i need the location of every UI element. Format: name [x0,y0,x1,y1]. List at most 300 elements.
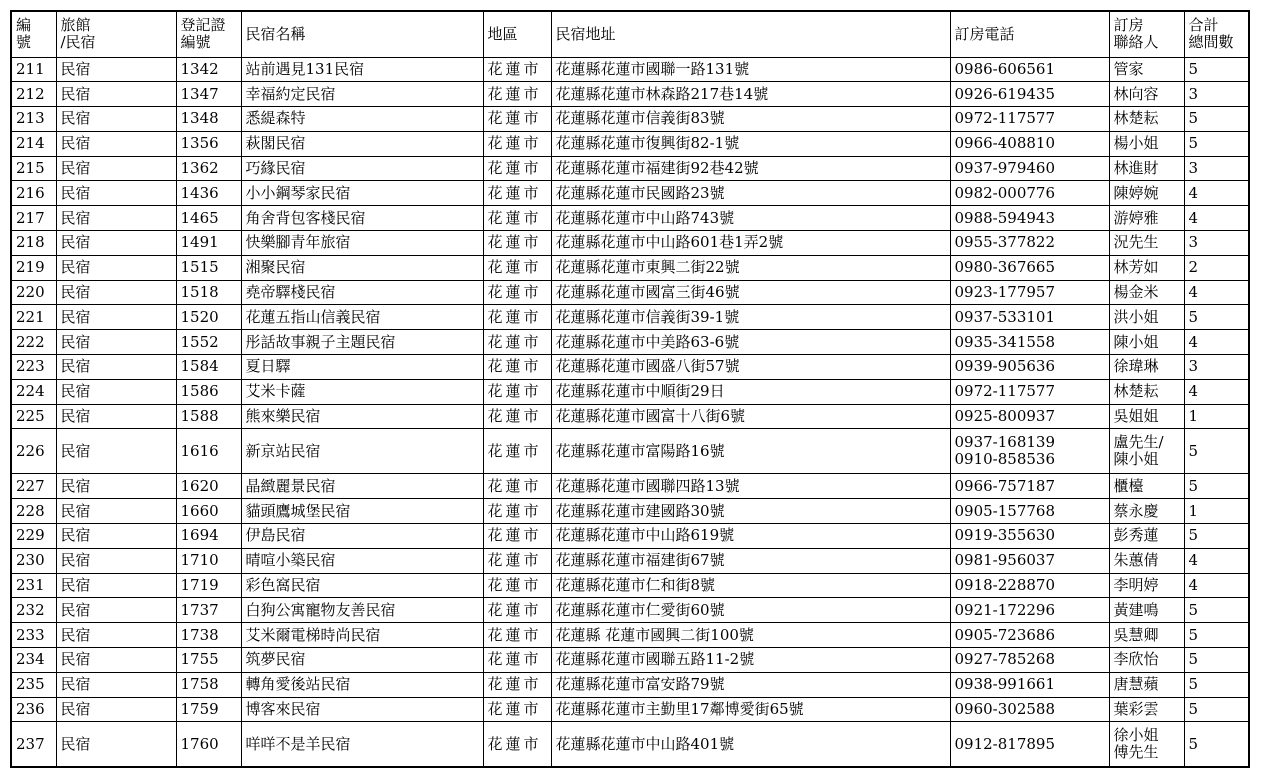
cell-phone [950,672,1109,697]
cell-type: 民宿 [56,231,176,256]
contact-line: 吳姐姐 [1113,407,1159,426]
contact-line: 櫃檯 [1113,476,1144,495]
cell-contact [1109,697,1184,722]
cell-type: 民宿 [56,156,176,181]
cell-name: 晴喧小築民宿 [241,548,483,573]
cell-name: 博客來民宿 [241,697,483,722]
cell-no: 223 [11,355,56,380]
cell-contact [1109,305,1184,330]
contact-line: 林楚耘 [1113,109,1159,128]
cell-type: 民宿 [56,280,176,305]
cell-rooms: 4 [1184,206,1249,231]
cell-contact [1109,672,1184,697]
cell-no: 229 [11,524,56,549]
cell-address: 花蓮縣花蓮市信義街83號 [551,107,950,132]
cell-reg: 1362 [176,156,241,181]
cell-name: 角舍背包客棧民宿 [241,206,483,231]
cell-area: 花蓮市 [483,231,551,256]
table-row [11,280,1249,305]
cell-address: 花蓮縣花蓮市主勤里17鄰博愛街65號 [551,697,950,722]
phone-line: 0960-302588 [954,700,1056,719]
cell-phone [950,107,1109,132]
cell-phone [950,697,1109,722]
cell-type: 民宿 [56,499,176,524]
phone-line: 0972-117577 [954,382,1056,401]
table-row [11,548,1249,573]
table-row [11,181,1249,206]
cell-area: 花蓮市 [483,280,551,305]
cell-rooms: 4 [1184,548,1249,573]
cell-contact [1109,131,1184,156]
phone-line: 0935-341558 [954,332,1056,351]
phone-line: 0937-168139 [954,433,1056,452]
phone-line: 0910-858536 [954,450,1056,469]
cell-phone [950,598,1109,623]
cell-type: 民宿 [56,697,176,722]
contact-line: 游婷雅 [1113,208,1159,227]
cell-rooms: 1 [1184,499,1249,524]
table-row [11,330,1249,355]
cell-name: 小小鋼琴家民宿 [241,181,483,206]
table-row [11,156,1249,181]
table-row [11,107,1249,132]
header-contact: 訂房 聯絡人 [1109,11,1184,57]
cell-type: 民宿 [56,57,176,82]
cell-no: 237 [11,722,56,767]
table-row [11,231,1249,256]
cell-type: 民宿 [56,623,176,648]
cell-rooms: 3 [1184,231,1249,256]
cell-no: 235 [11,672,56,697]
cell-phone [950,231,1109,256]
cell-rooms: 3 [1184,156,1249,181]
phone-line: 0939-905636 [954,357,1056,376]
cell-type: 民宿 [56,672,176,697]
contact-line: 葉彩雲 [1113,700,1159,719]
contact-line: 朱蕙倩 [1113,551,1159,570]
cell-no: 211 [11,57,56,82]
cell-phone [950,57,1109,82]
cell-address: 花蓮縣花蓮市福建街92巷42號 [551,156,950,181]
cell-name: 快樂腳青年旅宿 [241,231,483,256]
table-row [11,722,1249,767]
cell-name: 湘聚民宿 [241,255,483,280]
cell-address: 花蓮縣花蓮市仁和街8號 [551,573,950,598]
cell-address: 花蓮縣花蓮市信義街39-1號 [551,305,950,330]
cell-phone [950,379,1109,404]
homestay-table [10,10,1250,768]
cell-area: 花蓮市 [483,107,551,132]
table-row [11,598,1249,623]
cell-rooms: 5 [1184,524,1249,549]
contact-line: 洪小姐 [1113,307,1159,326]
table-row [11,82,1249,107]
phone-line: 0972-117577 [954,109,1056,128]
contact-line: 況先生 [1113,233,1159,252]
cell-address: 花蓮縣花蓮市林森路217巷14號 [551,82,950,107]
cell-phone [950,280,1109,305]
cell-type: 民宿 [56,82,176,107]
cell-type: 民宿 [56,330,176,355]
cell-no: 228 [11,499,56,524]
cell-contact [1109,379,1184,404]
cell-address: 花蓮縣花蓮市中山路601巷1弄2號 [551,231,950,256]
cell-phone [950,474,1109,499]
cell-reg: 1737 [176,598,241,623]
cell-contact [1109,524,1184,549]
cell-no: 230 [11,548,56,573]
cell-contact [1109,231,1184,256]
cell-area: 花蓮市 [483,330,551,355]
header-phone: 訂房電話 [950,11,1109,57]
cell-area: 花蓮市 [483,573,551,598]
cell-rooms: 5 [1184,598,1249,623]
header-reg: 登記證 編號 [176,11,241,57]
cell-contact [1109,598,1184,623]
cell-rooms: 4 [1184,181,1249,206]
cell-reg: 1588 [176,404,241,429]
phone-line: 0966-408810 [954,134,1056,153]
cell-type: 民宿 [56,429,176,474]
contact-line: 徐小姐 [1113,726,1159,745]
cell-no: 226 [11,429,56,474]
cell-area: 花蓮市 [483,181,551,206]
cell-rooms: 5 [1184,305,1249,330]
cell-phone [950,573,1109,598]
cell-contact [1109,181,1184,206]
cell-rooms: 4 [1184,330,1249,355]
cell-rooms: 5 [1184,57,1249,82]
phone-line: 0955-377822 [954,233,1056,252]
cell-name: 筑夢民宿 [241,648,483,673]
cell-type: 民宿 [56,722,176,767]
cell-area: 花蓮市 [483,499,551,524]
cell-phone [950,429,1109,474]
cell-contact [1109,623,1184,648]
contact-line: 陳小姐 [1113,332,1159,351]
cell-contact [1109,404,1184,429]
cell-address: 花蓮縣花蓮市民國路23號 [551,181,950,206]
cell-phone [950,305,1109,330]
table-body [11,57,1249,767]
cell-phone [950,255,1109,280]
cell-reg: 1356 [176,131,241,156]
cell-no: 217 [11,206,56,231]
contact-line: 管家 [1113,59,1144,78]
cell-phone [950,330,1109,355]
cell-address: 花蓮縣花蓮市東興二街22號 [551,255,950,280]
cell-address: 花蓮縣花蓮市福建街67號 [551,548,950,573]
cell-area: 花蓮市 [483,474,551,499]
cell-area: 花蓮市 [483,722,551,767]
cell-rooms: 5 [1184,474,1249,499]
cell-no: 214 [11,131,56,156]
phone-line: 0912-817895 [954,734,1056,753]
table-row [11,474,1249,499]
cell-reg: 1518 [176,280,241,305]
cell-no: 231 [11,573,56,598]
cell-contact [1109,255,1184,280]
phone-line: 0919-355630 [954,526,1056,545]
cell-contact [1109,57,1184,82]
header-rooms: 合計 總間數 [1184,11,1249,57]
cell-area: 花蓮市 [483,156,551,181]
cell-address: 花蓮縣花蓮市國富十八街6號 [551,404,950,429]
table-row [11,648,1249,673]
cell-phone [950,131,1109,156]
cell-phone [950,722,1109,767]
cell-phone [950,82,1109,107]
cell-phone [950,156,1109,181]
cell-name: 艾米卡薩 [241,379,483,404]
cell-name: 貓頭鷹城堡民宿 [241,499,483,524]
cell-area: 花蓮市 [483,82,551,107]
phone-line: 0918-228870 [954,576,1056,595]
cell-rooms: 5 [1184,623,1249,648]
table-row [11,429,1249,474]
cell-type: 民宿 [56,107,176,132]
cell-address: 花蓮縣花蓮市建國路30號 [551,499,950,524]
cell-reg: 1755 [176,648,241,673]
cell-area: 花蓮市 [483,429,551,474]
cell-area: 花蓮市 [483,57,551,82]
header-type: 旅館 /民宿 [56,11,176,57]
cell-rooms: 5 [1184,722,1249,767]
cell-name: 轉角愛後站民宿 [241,672,483,697]
cell-reg: 1760 [176,722,241,767]
cell-no: 216 [11,181,56,206]
cell-reg: 1342 [176,57,241,82]
cell-contact [1109,429,1184,474]
cell-area: 花蓮市 [483,131,551,156]
cell-address: 花蓮縣花蓮市仁愛街60號 [551,598,950,623]
cell-rooms: 5 [1184,672,1249,697]
cell-phone [950,181,1109,206]
cell-area: 花蓮市 [483,672,551,697]
cell-reg: 1586 [176,379,241,404]
phone-line: 0981-956037 [954,551,1056,570]
cell-name: 夏日驛 [241,355,483,380]
cell-no: 220 [11,280,56,305]
cell-rooms: 2 [1184,255,1249,280]
phone-line: 0966-757187 [954,476,1056,495]
contact-line: 楊金米 [1113,283,1159,302]
cell-phone [950,499,1109,524]
cell-name: 艾米爾電梯時尚民宿 [241,623,483,648]
phone-line: 0926-619435 [954,84,1056,103]
cell-phone [950,548,1109,573]
cell-area: 花蓮市 [483,648,551,673]
cell-type: 民宿 [56,181,176,206]
cell-no: 232 [11,598,56,623]
cell-contact [1109,280,1184,305]
cell-reg: 1515 [176,255,241,280]
cell-rooms: 1 [1184,404,1249,429]
cell-reg: 1759 [176,697,241,722]
contact-line: 林進財 [1113,159,1159,178]
cell-name: 幸福約定民宿 [241,82,483,107]
cell-no: 227 [11,474,56,499]
header-address: 民宿地址 [551,11,950,57]
cell-no: 236 [11,697,56,722]
cell-area: 花蓮市 [483,598,551,623]
header-no: 編 號 [11,11,56,57]
cell-address: 花蓮縣花蓮市中順街29日 [551,379,950,404]
contact-line: 徐瑋琳 [1113,357,1159,376]
cell-contact [1109,206,1184,231]
cell-contact [1109,107,1184,132]
cell-no: 212 [11,82,56,107]
cell-area: 花蓮市 [483,379,551,404]
cell-address: 花蓮縣花蓮市中山路743號 [551,206,950,231]
cell-reg: 1584 [176,355,241,380]
cell-type: 民宿 [56,573,176,598]
cell-name: 花蓮五指山信義民宿 [241,305,483,330]
phone-line: 0937-979460 [954,159,1056,178]
cell-name: 巧緣民宿 [241,156,483,181]
header-row [11,11,1249,57]
cell-contact [1109,648,1184,673]
cell-type: 民宿 [56,524,176,549]
cell-type: 民宿 [56,548,176,573]
cell-contact [1109,330,1184,355]
cell-type: 民宿 [56,355,176,380]
cell-name: 站前遇見131民宿 [241,57,483,82]
phone-line: 0982-000776 [954,183,1056,202]
cell-area: 花蓮市 [483,404,551,429]
cell-reg: 1465 [176,206,241,231]
cell-name: 伊島民宿 [241,524,483,549]
cell-name: 堯帝驛棧民宿 [241,280,483,305]
phone-line: 0927-785268 [954,650,1056,669]
phone-line: 0921-172296 [954,600,1056,619]
cell-reg: 1616 [176,429,241,474]
cell-address: 花蓮縣花蓮市中山路619號 [551,524,950,549]
cell-area: 花蓮市 [483,355,551,380]
phone-line: 0988-594943 [954,208,1056,227]
cell-rooms: 5 [1184,429,1249,474]
cell-address: 花蓮縣 花蓮市國興二街100號 [551,623,950,648]
cell-reg: 1710 [176,548,241,573]
cell-rooms: 4 [1184,573,1249,598]
cell-phone [950,524,1109,549]
cell-name: 悉緹森特 [241,107,483,132]
contact-line: 吳慧卿 [1113,625,1159,644]
table-row [11,697,1249,722]
cell-address: 花蓮縣花蓮市國盛八街57號 [551,355,950,380]
cell-contact [1109,82,1184,107]
cell-no: 234 [11,648,56,673]
cell-contact [1109,573,1184,598]
cell-rooms: 5 [1184,107,1249,132]
cell-address: 花蓮縣花蓮市復興街82-1號 [551,131,950,156]
table-row [11,499,1249,524]
cell-address: 花蓮縣花蓮市國聯一路131號 [551,57,950,82]
cell-contact [1109,156,1184,181]
cell-phone [950,404,1109,429]
contact-line: 唐慧蘋 [1113,675,1159,694]
table-row [11,672,1249,697]
contact-line: 蔡永慶 [1113,501,1159,520]
cell-area: 花蓮市 [483,524,551,549]
cell-rooms: 5 [1184,648,1249,673]
phone-line: 0986-606561 [954,59,1056,78]
cell-name: 咩咩不是羊民宿 [241,722,483,767]
header-area: 地區 [483,11,551,57]
cell-reg: 1694 [176,524,241,549]
cell-name: 新京站民宿 [241,429,483,474]
cell-address: 花蓮縣花蓮市富安路79號 [551,672,950,697]
cell-phone [950,648,1109,673]
cell-area: 花蓮市 [483,255,551,280]
cell-no: 222 [11,330,56,355]
table-row [11,623,1249,648]
cell-address: 花蓮縣花蓮市中美路63-6號 [551,330,950,355]
cell-name: 熊來樂民宿 [241,404,483,429]
table-row [11,404,1249,429]
cell-reg: 1620 [176,474,241,499]
cell-reg: 1719 [176,573,241,598]
cell-address: 花蓮縣花蓮市富陽路16號 [551,429,950,474]
contact-line: 盧先生/ [1113,433,1164,452]
cell-no: 233 [11,623,56,648]
cell-no: 221 [11,305,56,330]
cell-contact [1109,499,1184,524]
cell-rooms: 3 [1184,82,1249,107]
cell-type: 民宿 [56,474,176,499]
cell-no: 224 [11,379,56,404]
cell-type: 民宿 [56,206,176,231]
cell-name: 萩閣民宿 [241,131,483,156]
cell-type: 民宿 [56,379,176,404]
table-row [11,206,1249,231]
contact-line: 林芳如 [1113,258,1159,277]
cell-contact [1109,722,1184,767]
cell-type: 民宿 [56,648,176,673]
cell-name: 彤話故事親子主題民宿 [241,330,483,355]
cell-type: 民宿 [56,598,176,623]
table-row [11,305,1249,330]
cell-phone [950,206,1109,231]
cell-type: 民宿 [56,131,176,156]
cell-area: 花蓮市 [483,548,551,573]
table-row [11,131,1249,156]
table-row [11,255,1249,280]
table-row [11,573,1249,598]
cell-reg: 1520 [176,305,241,330]
cell-reg: 1347 [176,82,241,107]
table-row [11,57,1249,82]
cell-reg: 1436 [176,181,241,206]
cell-reg: 1491 [176,231,241,256]
contact-line: 傅先生 [1113,743,1159,762]
table-row [11,379,1249,404]
contact-line: 林楚耘 [1113,382,1159,401]
cell-area: 花蓮市 [483,623,551,648]
phone-line: 0980-367665 [954,258,1056,277]
cell-address: 花蓮縣花蓮市中山路401號 [551,722,950,767]
cell-rooms: 4 [1184,280,1249,305]
cell-contact [1109,548,1184,573]
contact-line: 李明婷 [1113,576,1159,595]
cell-area: 花蓮市 [483,305,551,330]
cell-rooms: 3 [1184,355,1249,380]
cell-no: 213 [11,107,56,132]
cell-no: 219 [11,255,56,280]
contact-line: 彭秀蓮 [1113,526,1159,545]
cell-rooms: 5 [1184,697,1249,722]
cell-contact [1109,474,1184,499]
